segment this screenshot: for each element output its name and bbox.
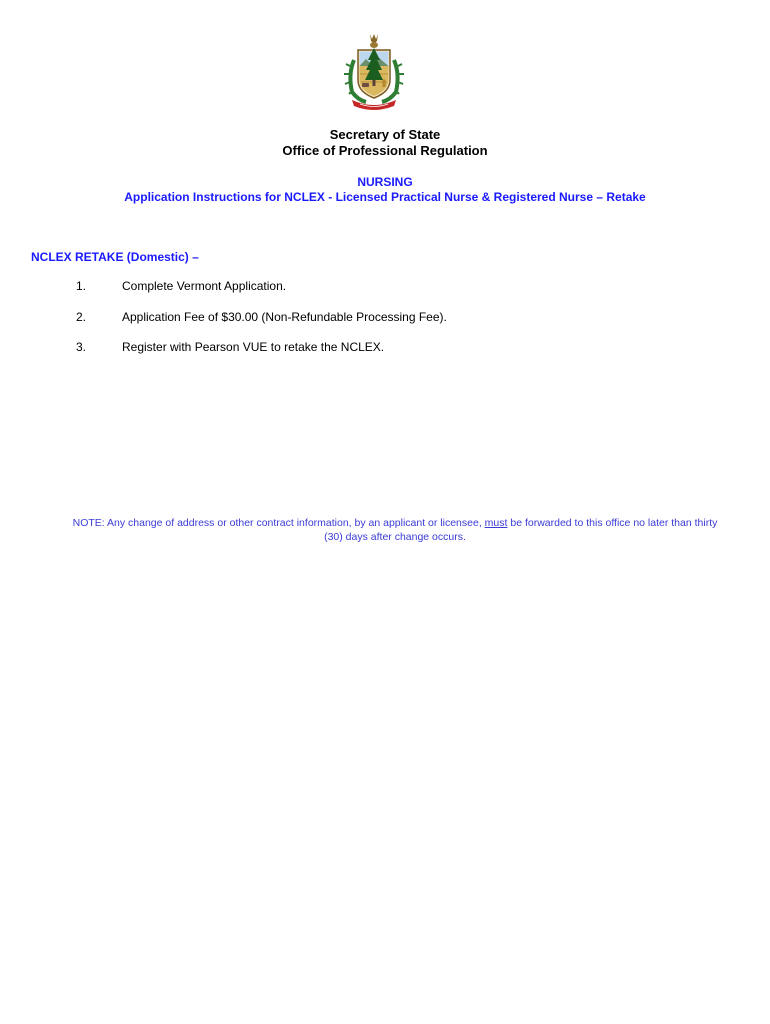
note-text-after: be forwarded to this office no later than thirty (30) days after change occurs.: [324, 517, 718, 543]
list-item-number: 1.: [76, 279, 87, 293]
note-text-before: NOTE: Any change of address or other contract information, by an applicant or licensee,: [72, 517, 485, 529]
list-item-text: Register with Pearson VUE to retake the NCLEX.: [122, 340, 385, 354]
subject-heading: NURSING: [357, 175, 413, 189]
note-emphasis: must: [484, 517, 508, 529]
list-item-text: Complete Vermont Application.: [122, 279, 287, 293]
note-paragraph: [70, 516, 720, 544]
vermont-seal-icon: [340, 30, 408, 110]
list-item-text: Application Fee of $30.00 (Non-Refundable Processing Fee).: [122, 310, 447, 324]
section-title: NCLEX RETAKE (Domestic) –: [31, 250, 199, 264]
list-item-number: 2.: [76, 310, 87, 324]
header-line-secretary-of-state: Secretary of State: [329, 127, 441, 142]
document-title: Application Instructions for NCLEX - Licensed Practical Nurse & Registered Nurse – Retake: [124, 190, 646, 204]
list-item-number: 3.: [76, 340, 87, 354]
header-line-office: Office of Professional Regulation: [282, 143, 488, 158]
